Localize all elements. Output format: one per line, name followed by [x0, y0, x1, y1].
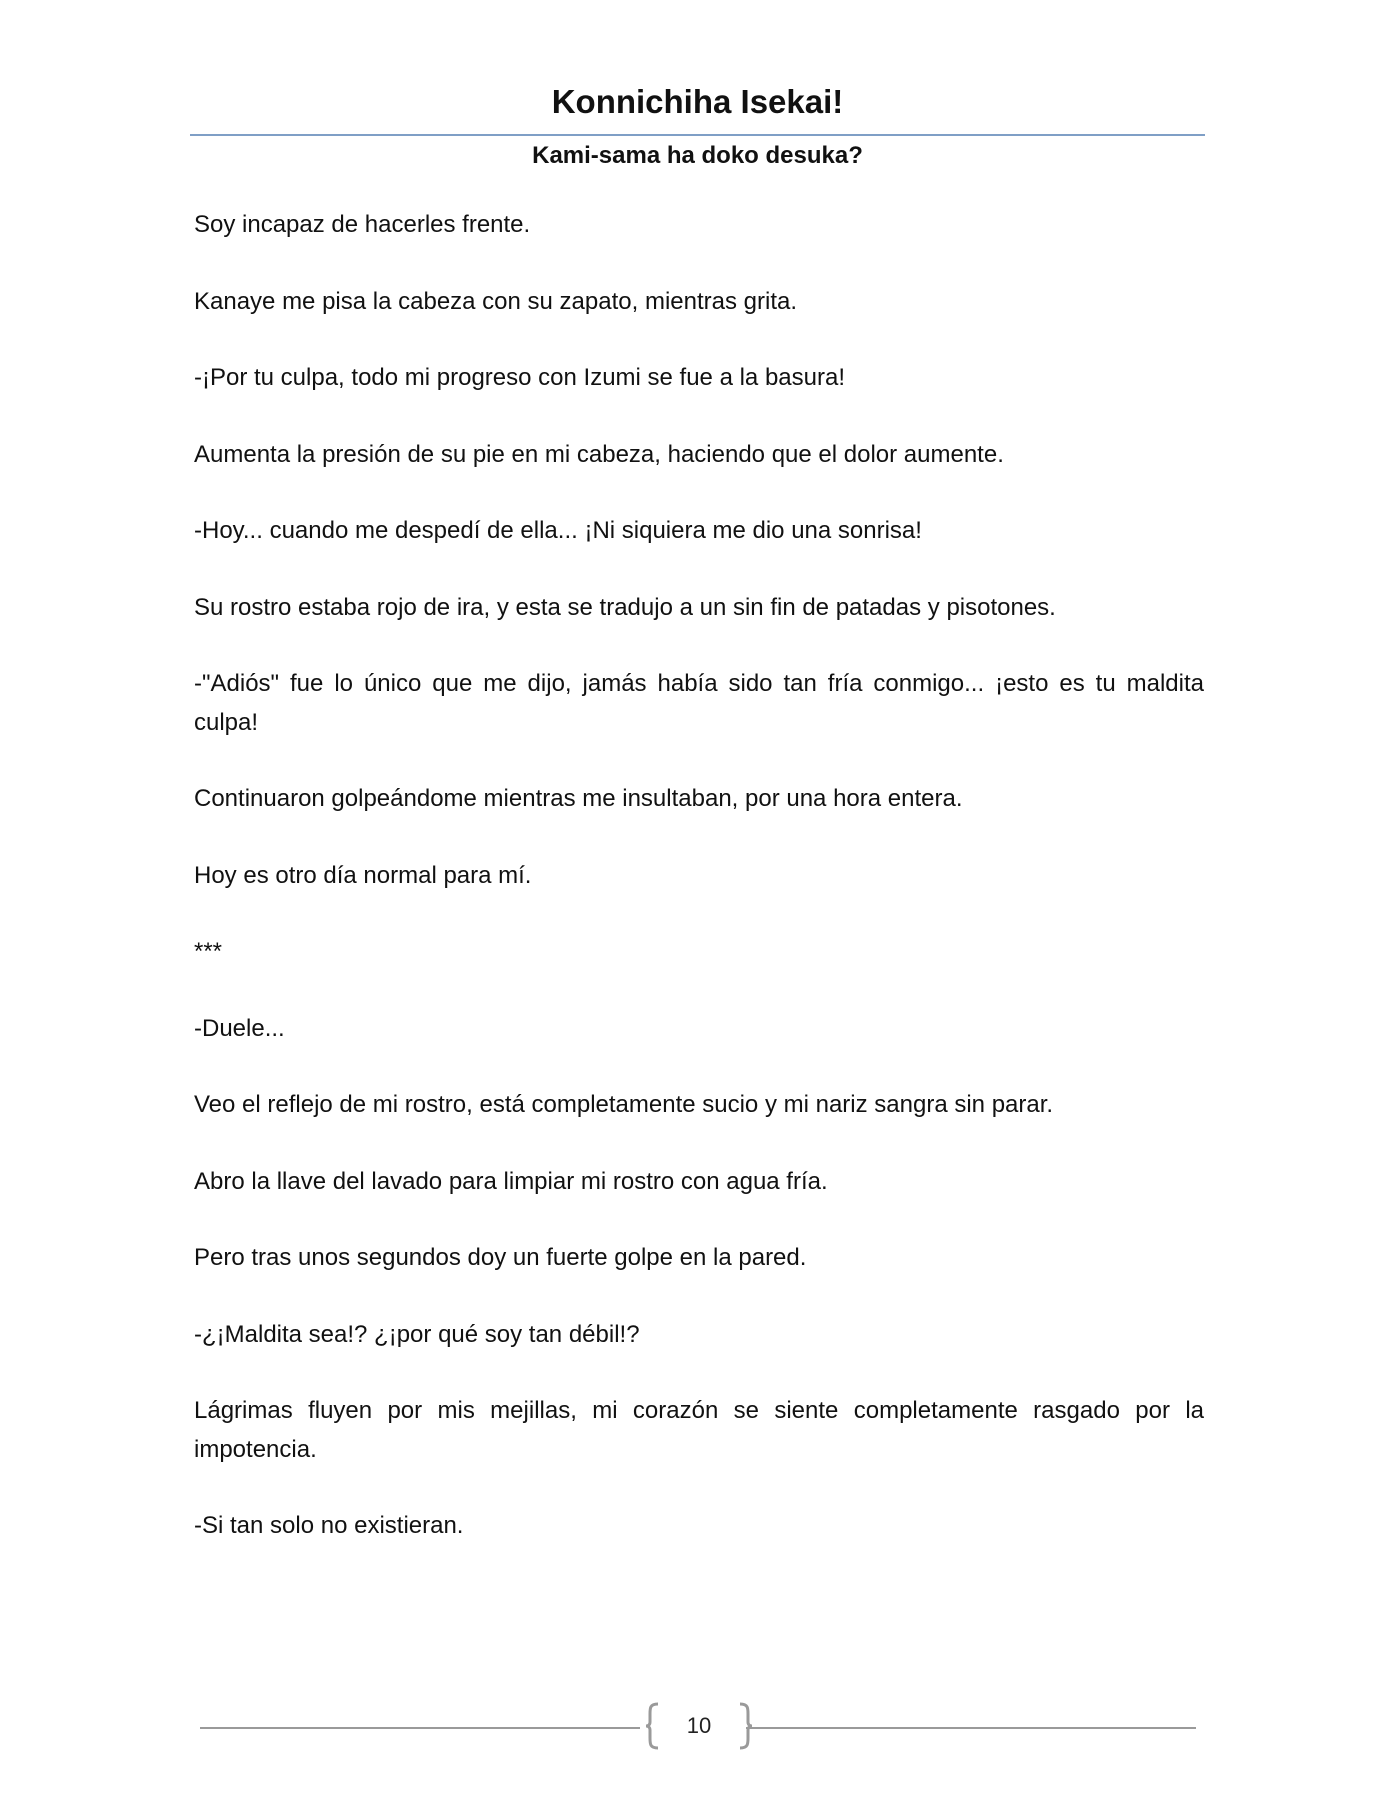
paragraph: Aumenta la presión de su pie en mi cabeza, haciendo que el dolor aumente.	[194, 440, 1004, 468]
paragraph: -¿¡Maldita sea!? ¿¡por qué soy tan débil!?	[194, 1320, 640, 1348]
header-divider	[190, 134, 1205, 136]
chapter-subtitle: Kami-sama ha doko desuka?	[532, 142, 863, 169]
paragraph: -¡Por tu culpa, todo mi progreso con Izumi se fue a la basura!	[194, 364, 845, 391]
paragraph: Continuaron golpeándome mientras me insultaban, por una hora entera.	[194, 785, 963, 812]
right-brace-icon	[736, 1702, 754, 1750]
footer-rule-left	[200, 1727, 640, 1729]
paragraph: Su rostro estaba rojo de ira, y esta se tradujo a un sin fin de patadas y pisotones.	[194, 593, 1056, 621]
page-footer	[200, 1700, 1196, 1756]
body-text	[194, 206, 1204, 1584]
left-brace-icon	[644, 1702, 662, 1750]
paragraph: Soy incapaz de hacerles frente.	[194, 211, 531, 238]
paragraph: -"Adiós" fue lo único que me dijo, jamás había sido tan fría conmigo... ¡esto es tu maldita culpa!	[194, 670, 1204, 736]
page-number: 10	[686, 1713, 712, 1738]
scene-break: ***	[194, 938, 223, 965]
paragraph: Veo el reflejo de mi rostro, está completamente sucio y mi nariz sangra sin parar.	[194, 1091, 1054, 1118]
paragraph: Pero tras unos segundos doy un fuerte golpe en la pared.	[194, 1244, 807, 1271]
paragraph: Hoy es otro día normal para mí.	[194, 861, 532, 889]
paragraph: Lágrimas fluyen por mis mejillas, mi corazón se siente completamente rasgado por la impotencia.	[194, 1397, 1204, 1463]
paragraph: -Si tan solo no existieran.	[194, 1512, 464, 1539]
paragraph: Abro la llave del lavado para limpiar mi rostro con agua fría.	[194, 1167, 828, 1195]
paragraph: Kanaye me pisa la cabeza con su zapato, mientras grita.	[194, 287, 797, 315]
paragraph: -Duele...	[194, 1014, 285, 1042]
footer-rule-right	[746, 1727, 1196, 1729]
page-header-title: Konnichiha Isekai!	[551, 83, 844, 120]
paragraph: -Hoy... cuando me despedí de ella... ¡Ni siquiera me dio una sonrisa!	[194, 517, 922, 544]
